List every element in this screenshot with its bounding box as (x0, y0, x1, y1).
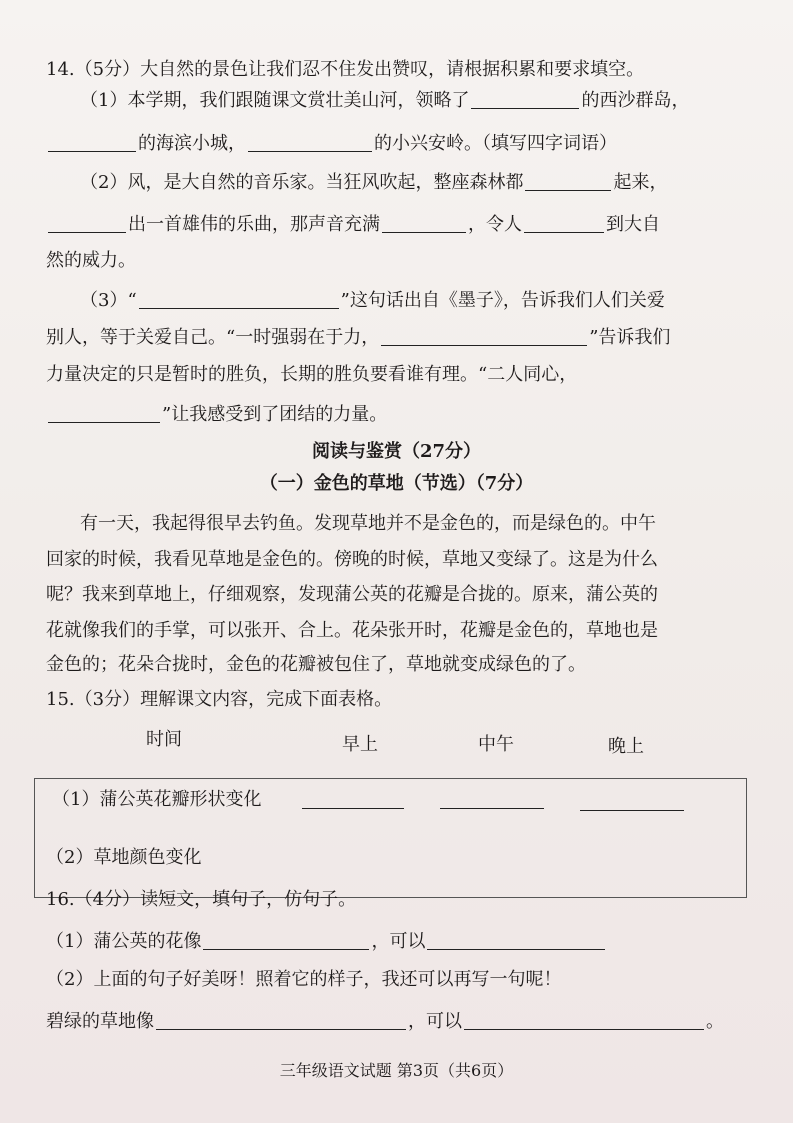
q14-part2-text-b: 起来， (613, 172, 668, 193)
passage-line-3: 呢？我来到草地上，仔细观察，发现蒲公英的花瓣是合拢的。原来，蒲公英的 (46, 584, 658, 605)
q16-part3-text-c: 。 (706, 1011, 724, 1032)
q14-blank-2[interactable] (48, 131, 136, 152)
q14-blank-10[interactable] (48, 402, 160, 423)
q16-stem: 16.（4分）读短文，填句子，仿句子。 (46, 889, 357, 910)
q16-part2: （2）上面的句子好美呀！照着它的样子，我还可以再写一句呢！ (46, 969, 562, 990)
q16-part3-text-a: 碧绿的草地像 (46, 1011, 154, 1032)
passage-line-4: 花就像我们的手掌，可以张开、合上。花朵张开时，花瓣是金色的，草地也是 (46, 620, 658, 641)
q14-part2-line1 (80, 170, 667, 195)
q14-part1-line2 (46, 131, 617, 156)
q14-part2-text-c: 出一首雄伟的乐曲，那声音充满 (128, 214, 380, 235)
q16-blank-1[interactable] (203, 929, 369, 950)
q14-blank-8[interactable] (139, 288, 339, 309)
q14-part3-line4 (46, 402, 387, 427)
section-title: 阅读与鉴赏（27分） (311, 441, 482, 462)
q14-part3-line3: 力量决定的只是暂时的胜负，长期的胜负要看谁有理。“二人同心， (46, 364, 578, 385)
table-header-noon: 中午 (478, 734, 514, 755)
q14-part3-line1 (80, 288, 665, 313)
table-row-petal-shape: （1）蒲公英花瓣形状变化 (52, 789, 262, 810)
q16-part1-text-b: ，可以 (371, 931, 426, 952)
q14-part1-text-d: 的小兴安岭。（填写四字词语） (374, 133, 617, 154)
q14-part3-line2 (46, 325, 670, 350)
table-blank-petal-evening[interactable] (580, 810, 684, 811)
q16-part3 (46, 1009, 724, 1034)
q14-part3-text-f: ”让我感受到了团结的力量。 (162, 404, 388, 425)
q14-stem: 14.（5分）大自然的景色让我们忍不住发出赞叹，请根据积累和要求填空。 (46, 59, 645, 80)
page-footer: 三年级语文试题 第3页（共6页） (279, 1061, 514, 1080)
q14-blank-9[interactable] (381, 325, 587, 346)
q14-part3-text-c: 别人，等于关爱自己。“一时强弱在于力， (46, 327, 380, 348)
q16-blank-4[interactable] (464, 1009, 704, 1030)
table-row-grass-color: （2）草地颜色变化 (46, 847, 202, 868)
q14-blank-3[interactable] (248, 131, 372, 152)
q14-part2-text-d: ，令人 (468, 214, 522, 235)
q14-part1-text-c: 的海滨小城， (138, 133, 246, 154)
passage-line-5: 金色的；花朵合拢时，金色的花瓣被包住了，草地就变成绿色的了。 (46, 654, 586, 675)
q14-part1-line1 (80, 88, 689, 113)
q14-blank-5[interactable] (48, 212, 126, 233)
table-blank-petal-morning[interactable] (302, 808, 404, 809)
q14-part3-text-d: ”告诉我们 (589, 327, 671, 348)
passage-title: （一）金色的草地（节选）（7分） (259, 473, 534, 494)
q16-part3-text-b: ，可以 (408, 1011, 462, 1032)
q14-part2-line2 (46, 212, 660, 237)
q14-part2-text-a: （2）风，是大自然的音乐家。当狂风吹起，整座森林都 (80, 172, 524, 193)
q16-blank-3[interactable] (156, 1009, 406, 1030)
q14-part2-text-e: 到大自 (606, 214, 660, 235)
table-blank-petal-noon[interactable] (440, 808, 544, 809)
q14-blank-7[interactable] (524, 212, 604, 233)
q14-part1-text-b: 的西沙群岛， (581, 90, 690, 111)
table-header-morning: 早上 (342, 734, 378, 755)
passage-line-2: 回家的时候，我看见草地是金色的。傍晚的时候，草地又变绿了。这是为什么 (46, 549, 658, 570)
table-header-evening: 晚上 (608, 736, 644, 757)
q14-part3-text-a: （3）“ (80, 290, 137, 311)
q14-blank-6[interactable] (382, 212, 466, 233)
q14-part1-text-a: （1）本学期，我们跟随课文赏壮美山河，领略了 (80, 90, 470, 111)
q16-part1-text-a: （1）蒲公英的花像 (46, 931, 202, 952)
q14-blank-1[interactable] (471, 88, 579, 109)
q16-part1 (46, 929, 607, 954)
table-header-time: 时间 (146, 729, 182, 750)
q14-blank-4[interactable] (525, 170, 611, 191)
q16-blank-2[interactable] (427, 929, 605, 950)
q15-stem: 15.（3分）理解课文内容，完成下面表格。 (46, 689, 393, 710)
passage-line-1: 有一天，我起得很早去钓鱼。发现草地并不是金色的，而是绿色的。中午 (80, 513, 656, 534)
q14-part3-text-b: ”这句话出自《墨子》，告诉我们人们关爱 (340, 290, 665, 311)
q14-part2-line3: 然的威力。 (46, 250, 136, 271)
